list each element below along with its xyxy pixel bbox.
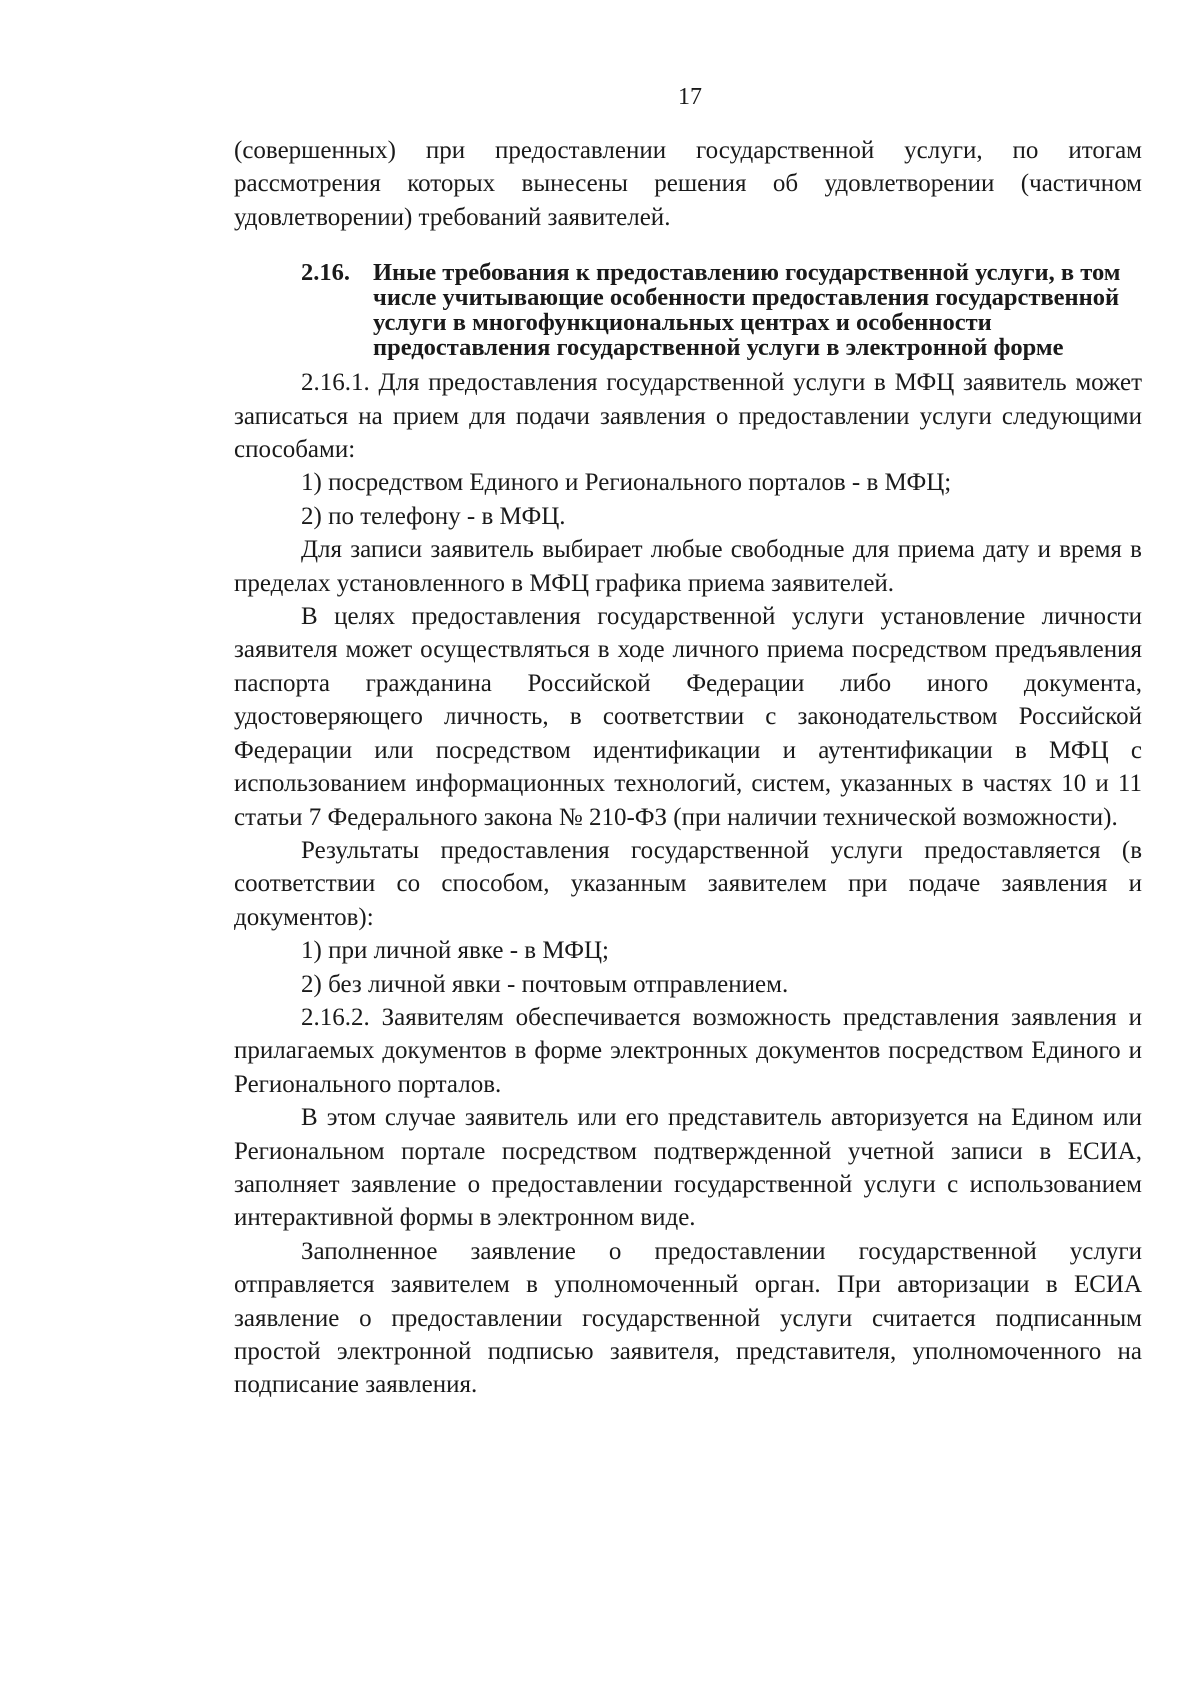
paragraph: В целях предоставления государственной услуги установление личности заявителя может осуществляться в ходе личного приема посредством предъявления паспорта гражданина Российской Федерации либо иного документа, удостоверяющего личность, в соответствии с законодательством Российской Федерации или посредством идентификации и аутентификации в МФЦ с использованием информационных технологий, систем, указанных в частях 10 и 11 статьи 7 Федерального закона № 210-ФЗ (при наличии технической возможности). [234, 603, 1142, 831]
paragraph-continuation: (совершенных) при предоставлении государственной услуги, по итогам рассмотрения которых вынесены решения об удовлетворении (частичном удовлетворении) требований заявителей. [234, 137, 1142, 231]
list-item: 1) посредством Единого и Регионального порталов - в МФЦ; [301, 469, 952, 497]
section-heading [234, 260, 1142, 360]
page-number: 17 [678, 84, 702, 110]
paragraph: 2.16.1. Для предоставления государственной услуги в МФЦ заявитель может записаться на прием для подачи заявления о предоставлении услуги следующими способами: [234, 369, 1142, 464]
paragraph: Для записи заявитель выбирает любые свободные для приема дату и время в пределах установленного в МФЦ графика приема заявителей. [234, 536, 1142, 597]
section-title: Иные требования к предоставлению государственной услуги, в том числе учитывающие особенности предоставления государственной услуги в многофункциональных центрах и особенности предоставления государственной услуги в электронной форме [373, 259, 1121, 362]
paragraph: В этом случае заявитель или его представитель авторизуется на Едином или Региональном портале посредством подтвержденной учетной записи в ЕСИА, заполняет заявление о предоставлении государственной услуги с использованием интерактивной формы в электронном виде. [234, 1104, 1142, 1232]
section-number: 2.16. [301, 259, 350, 287]
paragraph: 2.16.2. Заявителям обеспечивается возможность представления заявления и прилагаемых документов в форме электронных документов посредством Единого и Регионального порталов. [234, 1003, 1142, 1098]
list-item: 2) по телефону - в МФЦ. [301, 502, 566, 530]
document-body [234, 134, 1142, 1402]
list-item: 2) без личной явки - почтовым отправлением. [301, 970, 789, 998]
list-item: 1) при личной явке - в МФЦ; [301, 937, 609, 965]
paragraph: Заполненное заявление о предоставлении государственной услуги отправляется заявителем в уполномоченный орган. При авторизации в ЕСИА заявление о предоставлении государственной услуги считается подписанным простой электронной подписью заявителя, представителя, уполномоченного на подписание заявления. [234, 1237, 1142, 1399]
paragraph: Результаты предоставления государственной услуги предоставляется (в соответствии со способом, указанным заявителем при подаче заявления и документов): [234, 836, 1142, 931]
